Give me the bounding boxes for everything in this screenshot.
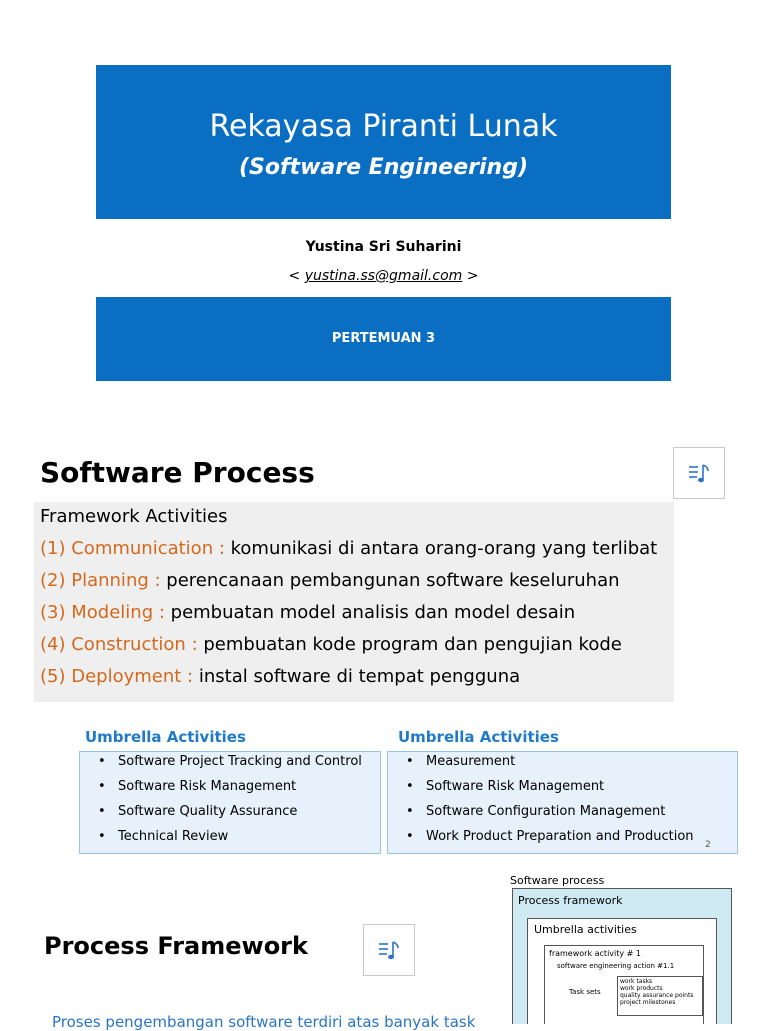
item-key: Planning :: [71, 570, 161, 591]
task-set-box: work tasks work products quality assurance points project milestones: [617, 976, 703, 1016]
umbrella-left-list: [79, 751, 381, 854]
item-key: Communication :: [71, 538, 225, 559]
list-item: • Software Quality Assurance: [98, 804, 297, 819]
process-framework-box: [512, 888, 732, 1024]
item-desc: pembuatan model analisis dan model desain: [170, 602, 576, 623]
activity-label: framework activity # 1: [549, 949, 641, 958]
music-note-list-icon: [686, 460, 712, 486]
framework-item: [40, 538, 657, 559]
item-number: (4): [40, 634, 66, 655]
audio-button[interactable]: [673, 447, 725, 499]
framework-item: [40, 634, 622, 655]
task-sets-label: Task sets: [569, 988, 601, 996]
author-name: Yustina Sri Suharini: [305, 239, 462, 255]
email-suffix: >: [462, 268, 479, 284]
course-title: Rekayasa Piranti Lunak: [209, 109, 558, 144]
item-number: (3): [40, 602, 66, 623]
list-item: • Measurement: [406, 754, 515, 769]
list-item: • Software Risk Management: [406, 779, 604, 794]
item-key: Deployment :: [71, 666, 194, 687]
framework-activity-box: [544, 945, 704, 1024]
process-description: Proses pengembangan software terdiri atas banyak task: [52, 1013, 476, 1031]
framework-title: Framework Activities: [40, 506, 228, 527]
item-number: (5): [40, 666, 66, 687]
course-subtitle: (Software Engineering): [238, 155, 529, 180]
email-prefix: <: [288, 268, 305, 284]
item-desc: perencanaan pembangunan software keseluruhan: [166, 570, 620, 591]
item-key: Construction :: [71, 634, 198, 655]
framework-item: [40, 602, 575, 623]
framework-label: Process framework: [518, 894, 623, 907]
audio-button[interactable]: [363, 924, 415, 976]
email-line: [96, 268, 671, 284]
email-link[interactable]: yustina.ss@gmail.com: [304, 268, 463, 284]
title-banner: [96, 65, 671, 219]
list-item: • Technical Review: [98, 829, 228, 844]
music-note-list-icon: [376, 937, 402, 963]
umbrella-activities-box: [527, 918, 717, 1024]
process-framework-heading: Process Framework: [44, 932, 308, 960]
item-number: (2): [40, 570, 66, 591]
meeting-banner: PERTEMUAN 3: [96, 297, 671, 381]
list-item: • Work Product Preparation and Production: [406, 829, 694, 844]
framework-item: [40, 570, 620, 591]
page-number: 2: [705, 840, 711, 850]
action-label: software engineering action #1.1: [557, 962, 675, 970]
item-number: (1): [40, 538, 66, 559]
item-desc: komunikasi di antara orang-orang yang terlibat: [230, 538, 658, 559]
item-desc: pembuatan kode program dan pengujian kode: [203, 634, 622, 655]
software-process-heading: Software Process: [40, 456, 315, 489]
framework-activities-panel: [34, 502, 674, 702]
umbrella-left-title: Umbrella Activities: [85, 728, 246, 746]
item-desc: instal software di tempat pengguna: [198, 666, 521, 687]
umbrella-right-title: Umbrella Activities: [398, 728, 559, 746]
list-item: • Software Risk Management: [98, 779, 296, 794]
umbrella-label: Umbrella activities: [534, 923, 637, 936]
software-process-diagram: [506, 872, 746, 1024]
framework-item: [40, 666, 520, 687]
diagram-caption: Software process: [510, 874, 605, 887]
item-key: Modeling :: [71, 602, 165, 623]
list-item: • Software Configuration Management: [406, 804, 665, 819]
umbrella-right-list: [387, 751, 738, 854]
list-item: • Software Project Tracking and Control: [98, 754, 362, 769]
